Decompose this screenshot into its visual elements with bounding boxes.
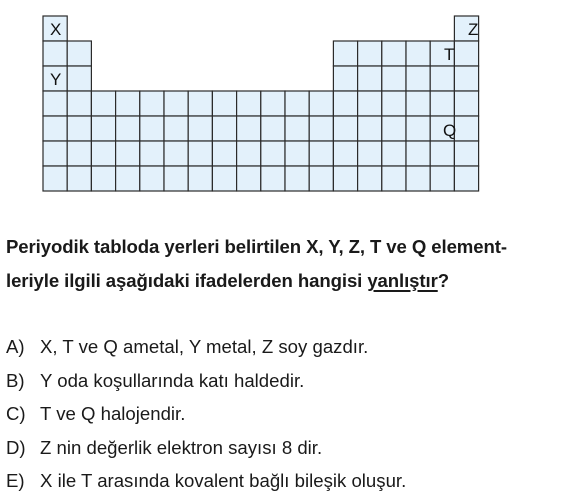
table-cell (285, 116, 309, 141)
table-cell (67, 116, 91, 141)
table-cell (430, 91, 454, 116)
table-cell (140, 166, 164, 191)
table-cell (382, 66, 406, 91)
choice-e[interactable] (6, 464, 406, 498)
table-cell (358, 166, 382, 191)
table-cell (333, 141, 357, 166)
table-cell (309, 141, 333, 166)
table-cell (285, 141, 309, 166)
table-cell (116, 91, 140, 116)
table-cell (430, 141, 454, 166)
table-cell (91, 141, 115, 166)
choice-d[interactable] (6, 431, 406, 465)
table-cell (237, 116, 261, 141)
question-text (6, 230, 562, 298)
periodic-table (0, 0, 563, 200)
table-cell (285, 166, 309, 191)
table-cell (454, 116, 478, 141)
table-cell (188, 141, 212, 166)
table-cell (406, 166, 430, 191)
table-cell (164, 91, 188, 116)
table-cell (309, 91, 333, 116)
table-cell (237, 91, 261, 116)
table-cell (454, 141, 478, 166)
table-cell (67, 66, 91, 91)
table-cell (358, 116, 382, 141)
question-line-2-start: leriyle ilgili aşağıdaki ifadelerden hangisi (6, 270, 368, 291)
table-cell (358, 41, 382, 66)
table-cell (261, 141, 285, 166)
question-mark: ? (437, 270, 449, 291)
table-cell (188, 91, 212, 116)
table-cell (67, 91, 91, 116)
table-cell (91, 166, 115, 191)
table-cell (406, 141, 430, 166)
table-cell (116, 116, 140, 141)
table-cell (212, 116, 236, 141)
table-cell (43, 91, 67, 116)
table-cell (43, 166, 67, 191)
choice-c-text: T ve Q halojendir. (40, 403, 186, 424)
table-cell (406, 41, 430, 66)
element-label-x: X (50, 20, 62, 39)
question-line-1: Periyodik tabloda yerleri belirtilen X, Y, Z, T ve Q element- (6, 236, 507, 257)
table-cell (430, 166, 454, 191)
table-cell (382, 166, 406, 191)
table-cell (261, 91, 285, 116)
table-cell (309, 166, 333, 191)
table-cell (212, 166, 236, 191)
table-cell (454, 41, 478, 66)
table-cell (406, 66, 430, 91)
table-cell (285, 91, 309, 116)
table-cell (454, 166, 478, 191)
table-cell (382, 116, 406, 141)
table-cell (382, 91, 406, 116)
choice-c-letter: C) (6, 403, 26, 424)
answer-choices (6, 330, 406, 498)
choice-e-text: X ile T arasında kovalent bağlı bileşik oluşur. (40, 470, 407, 491)
element-label-z: Z (468, 20, 479, 39)
table-cell (406, 116, 430, 141)
table-cell (430, 66, 454, 91)
choice-a[interactable] (6, 330, 406, 364)
table-cell (382, 41, 406, 66)
table-cell (406, 91, 430, 116)
table-cell (140, 116, 164, 141)
question-line-2 (6, 264, 562, 298)
table-cell (333, 116, 357, 141)
table-cell (237, 141, 261, 166)
table-cell (188, 116, 212, 141)
table-cell (333, 66, 357, 91)
table-cell (358, 91, 382, 116)
question-keyword-underlined: yanlıştır (367, 270, 438, 291)
table-cell (43, 141, 67, 166)
table-cell (454, 66, 478, 91)
table-cell (188, 166, 212, 191)
choice-c[interactable] (6, 397, 406, 431)
table-cell (237, 166, 261, 191)
table-cell (140, 91, 164, 116)
choice-d-letter: D) (6, 436, 26, 458)
choice-b-letter: B) (6, 369, 25, 391)
table-cell (333, 91, 357, 116)
table-cell (164, 141, 188, 166)
element-label-q: Q (443, 121, 457, 140)
table-cell (67, 41, 91, 66)
table-cell (261, 116, 285, 141)
table-cell (116, 166, 140, 191)
table-cell (261, 166, 285, 191)
choice-a-text: X, T ve Q ametal, Y metal, Z soy gazdır. (40, 336, 369, 357)
table-cell (358, 141, 382, 166)
choice-a-letter: A) (6, 336, 25, 357)
choice-e-letter: E) (6, 470, 25, 491)
element-label-y: Y (50, 70, 62, 89)
table-cell (454, 91, 478, 116)
table-cell (140, 141, 164, 166)
table-cell (333, 41, 357, 66)
table-cell (91, 91, 115, 116)
table-cell (333, 166, 357, 191)
table-cell (91, 116, 115, 141)
table-cell (43, 116, 67, 141)
table-cell (67, 166, 91, 191)
table-cell (43, 41, 67, 66)
choice-d-text: Z nin değerlik elektron sayısı 8 dir. (40, 436, 323, 458)
table-cell (309, 116, 333, 141)
element-label-t: T (444, 45, 455, 64)
table-cell (358, 66, 382, 91)
table-cell (164, 116, 188, 141)
choice-b-text: Y oda koşullarında katı haldedir. (40, 369, 305, 391)
table-cell (212, 91, 236, 116)
table-cell (164, 166, 188, 191)
table-cell (67, 141, 91, 166)
table-cell (212, 141, 236, 166)
choice-b[interactable] (6, 364, 406, 398)
table-cell (116, 141, 140, 166)
table-cell (382, 141, 406, 166)
